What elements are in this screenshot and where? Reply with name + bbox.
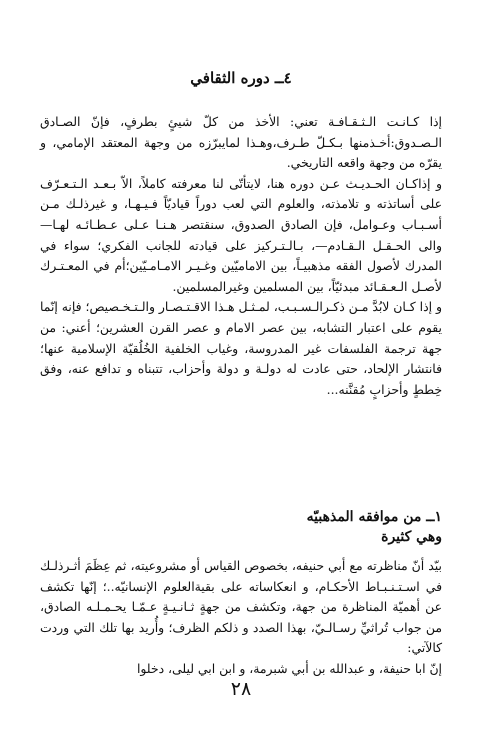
section-heading: ٤ــ دوره الثقافي [190,69,292,87]
paragraph: إذا كـانـت الـثـقـافـة تعني: الأخذ من كلّ شيئٍ بطرفٍ، فإنّ الصـادق الـصـدوق:أخـذمنها بـكـلّ طـرف،وهـذا لمايبرّزه من وجهة المعتقد الإمامي، و يقرّه من وجهة واقعه التاريخي. [40,114,442,171]
paragraph: إنّ ابا حنيفة، و عبدالله بن أبي شبرمة، و ابن ابي ليلى، دخلوا [136,660,442,676]
sub-sub-heading: وهي كثيرة [381,529,442,545]
paragraph: بيّد أنّ مناظرته مع أبي حنيفه، بخصوص القياس أو مشروعيته، ثم عِظَمَ أثـرذلـك في اسـتـنـبـاط الأحكـام، و انعكاساته على بقيةالعلوم الإنسانيّه..؛ إنّها تكشف عن أهميّة المناظرة من جهة، وتكشف من جهةٍ ثـانـيـةٍ عـمّـا يحـمـلـه الصادق، من جواب تُراثيِّ رسـالـيّ، بهذا الصدد و ذلكم الظرف؛ وأُريد بها تلك التي وردت كالآتي: [40,558,442,656]
paragraph: و إذا كـان لابُدَّ مـن ذكـرالـسـبـب، لمـثـل هـذا الاقـتـصـار والـتـخـصيص؛ فإنه إنّما يقوم على اعتبار التشابه، بين عصر الامام و عصر القرن العشرين؛ أعني: من جهة ترجمة الفلسفات غير المدروسة، وغياب الخلفية الخُلُقيّة الإسلامية عنها؛ فانتشار الإلحاد، حتى عادت له دولـة و دولة وأحزاب، تتبناه و تدافع عنه، وفق خِططٍ وأحزابٍ مُقنَّنه... [40,299,442,397]
sub-heading: ١ــ من موافقه المذهبيّه [306,509,442,525]
subsection-body [40,556,442,680]
section-body [40,112,442,400]
paragraph: و إذاكـان الحـديـث عـن دوره هنا، لايتأتّى لنا معرفته كاملاً، الاّ بـعـد الـتـعـرّف على أساتذته و تلامذته، والعلوم التي لعب دوراً قياديّاً فـيـهـا، و غيرذلـك مـن أسـبـاب وعـوامل، فإن الصادق الصدوق، سنقتصر هـنـا عـلى عـطـائـه لهـا— والى الحـقـل الـقـادم—، بـالـتـركيز على قيادته للجانب الفكري؛ سواء في المدرك لأصول الفقه مذهبيـاً، بين الاماميّين وغـيـر الامـامـيّين؛أم في المعـتـرك لأصـل الـعـقـائد مبدئيّاً، بين المسلمين وغيرالمسلمين. [40,175,442,294]
page-number: ٢٨ [230,678,252,700]
